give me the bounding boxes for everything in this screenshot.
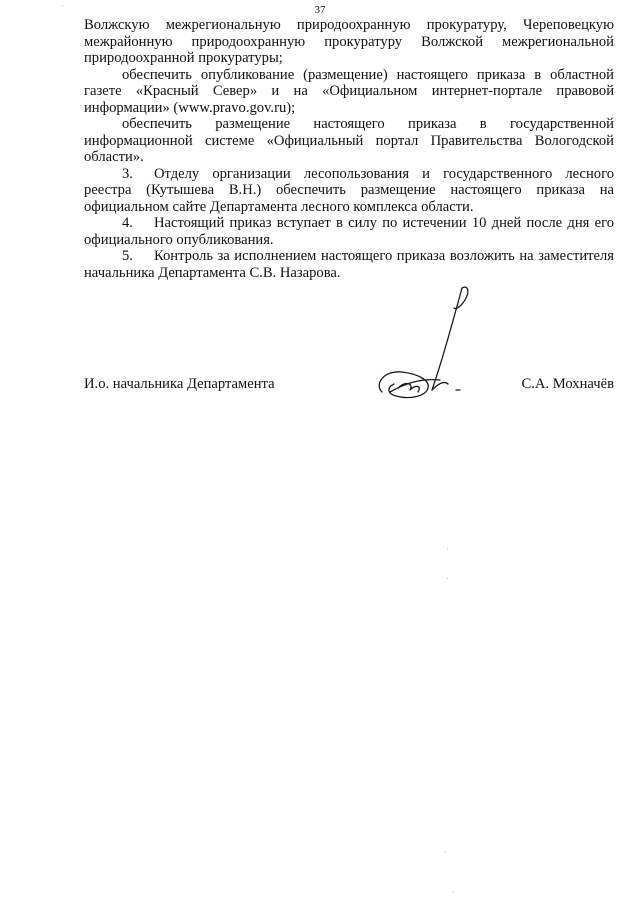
paragraph-text: Настоящий приказ вступает в силу по истечении 10 дней после дня его официального опубликования.: [84, 215, 614, 248]
paragraph-text: Контроль за исполнением настоящего приказа возложить на заместителя начальника Департамента С.В. Назарова.: [84, 248, 614, 281]
scan-speck: [445, 852, 446, 853]
paragraph-text: Отделу организации лесопользования и государственного лесного реестра (Кутышева В.Н.) обеспечить размещение настоящего приказа на официальном сайте Департамента лесного комплекса области.: [84, 165, 614, 215]
paragraph-item-3: [84, 166, 614, 216]
paragraph-number: 4.: [122, 215, 133, 231]
scan-speck: [453, 892, 454, 893]
document-body: [84, 17, 614, 281]
scan-speck: [447, 548, 448, 549]
paragraph-text: обеспечить размещение настоящего приказа в государственной информационной системе «Официальный портал Правительства Вологодской области».: [84, 116, 614, 165]
scan-speck: [447, 578, 448, 579]
paragraph-number: 3.: [122, 165, 133, 182]
paragraph-text: Волжскую межрегиональную природоохранную прокуратуру, Череповецкую межрайонную природоохранную прокуратуру Волжской межрегиональной природоохранной прокуратуры;: [84, 17, 614, 66]
page-number: 37: [314, 4, 326, 16]
signature-inner-scribble: [398, 384, 419, 392]
paragraph-portal: [84, 116, 614, 166]
signature-row: [84, 376, 614, 396]
paragraph-continuation: [84, 17, 614, 67]
paragraph-text: обеспечить опубликование (размещение) настоящего приказа в областной газете «Красный Север» и на «Официальном интернет-портале правовой информации» (www.pravo.gov.ru);: [84, 66, 614, 116]
position-title: И.о. начальника Департамента: [84, 376, 275, 392]
paragraph-item-4: [84, 215, 614, 248]
paragraph-item-5: [84, 248, 614, 281]
signature-long-stroke: [432, 288, 462, 390]
signer-name: С.А. Мохначёв: [521, 376, 614, 392]
handwritten-signature: [370, 280, 480, 410]
paragraph-number: 5.: [122, 248, 133, 264]
paragraph-publication: [84, 67, 614, 117]
scan-speck: [62, 5, 63, 6]
